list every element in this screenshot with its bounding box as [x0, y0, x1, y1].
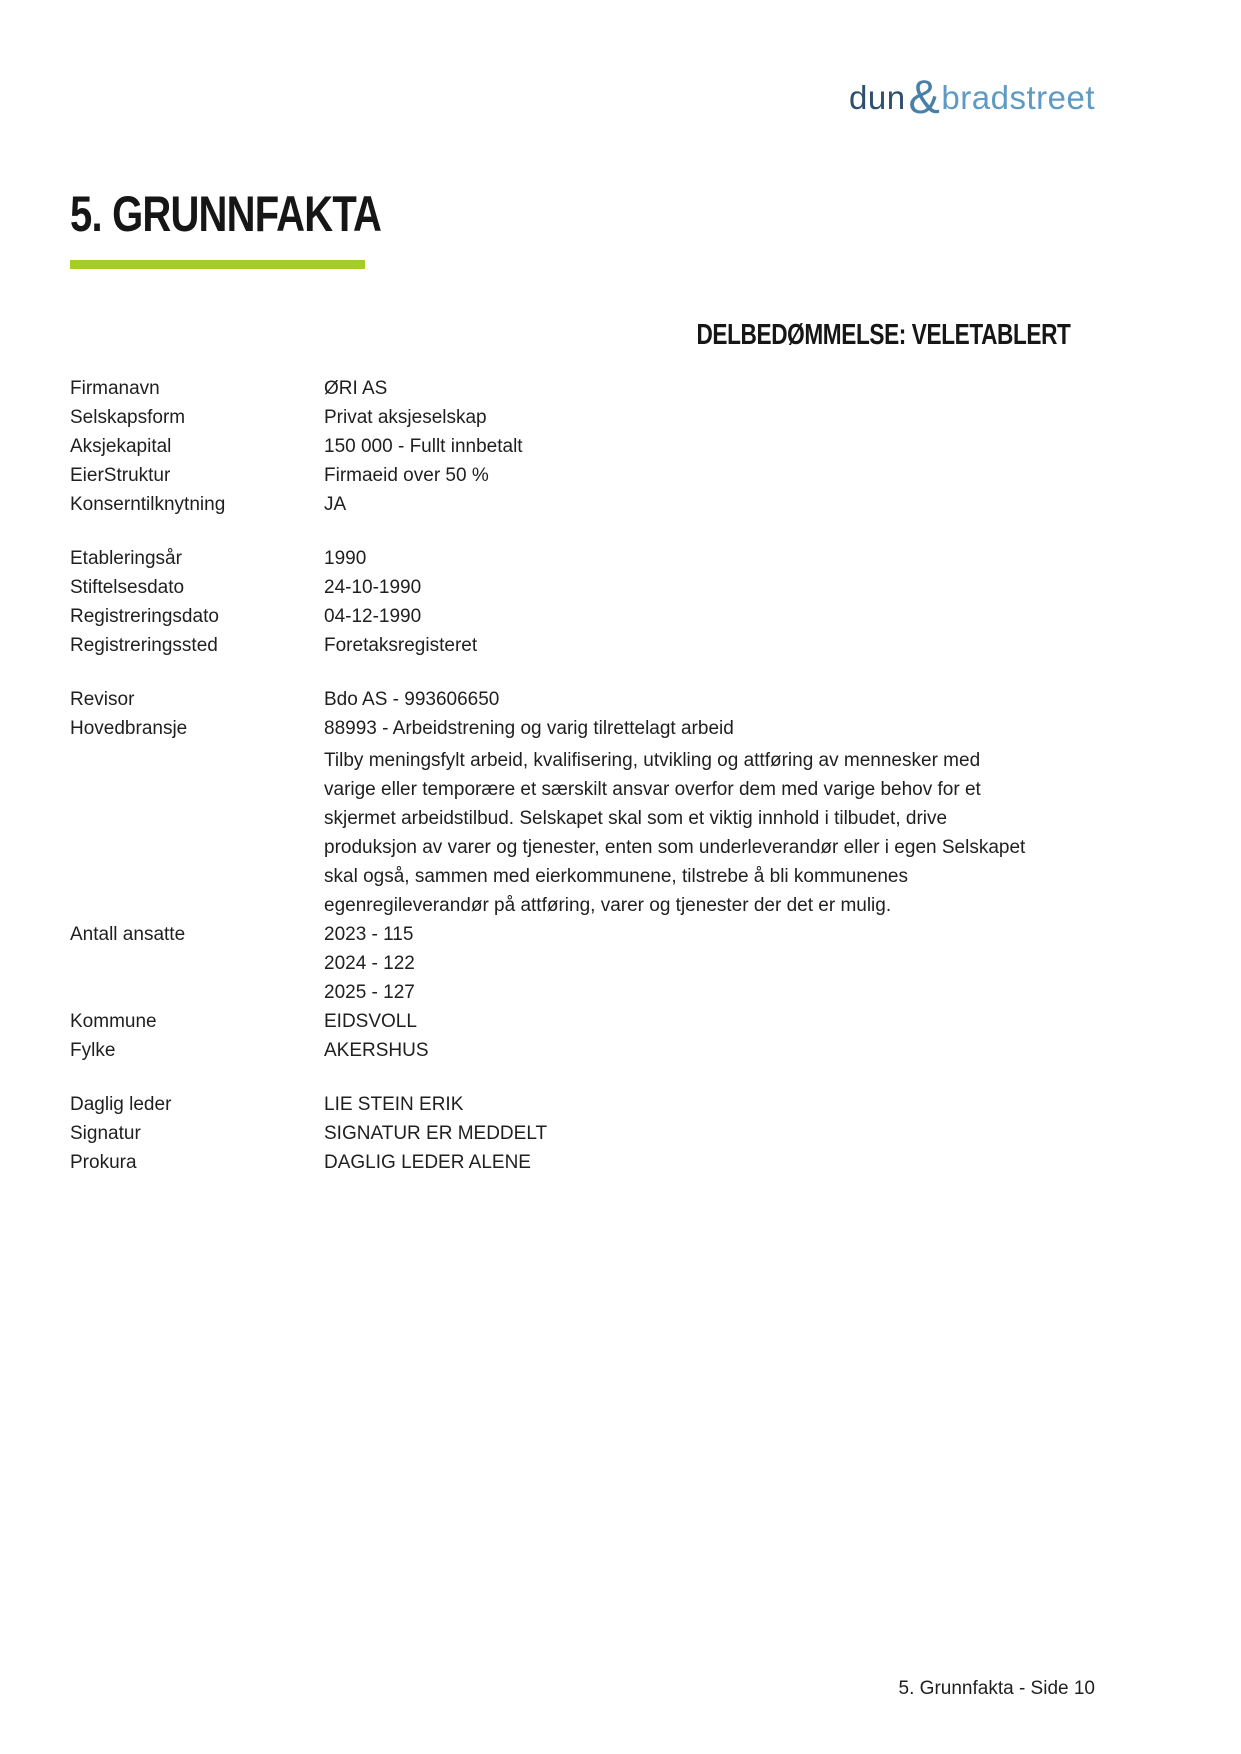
fact-value-line: JA — [324, 494, 347, 515]
fact-value-line: 150 000 - Fullt innbetalt — [324, 436, 523, 457]
fact-label: Konserntilknytning — [70, 494, 226, 515]
fact-value — [324, 544, 366, 573]
fact-group — [70, 544, 1181, 660]
logo-ampersand-icon: & — [908, 70, 941, 123]
fact-value-line: AKERSHUS — [324, 1040, 429, 1061]
fact-group — [70, 374, 1181, 519]
logo-text-bradstreet: bradstreet — [941, 79, 1095, 116]
fact-row — [70, 432, 1181, 461]
fact-row — [70, 403, 1181, 432]
fact-value-line: 24-10-1990 — [324, 577, 422, 598]
page-footer: 5. Grunnfakta - Side 10 — [898, 1678, 1095, 1699]
fact-label: Selskapsform — [70, 407, 186, 428]
fact-value — [324, 490, 346, 519]
fact-value — [324, 714, 734, 743]
fact-value-line: EIDSVOLL — [324, 1011, 417, 1032]
sub-rating-heading: DELBEDØMMELSE: VELETABLERT — [696, 319, 1070, 351]
fact-row — [70, 461, 1181, 490]
fact-group — [70, 685, 1181, 1065]
fact-row — [70, 602, 1181, 631]
fact-value-line: Privat aksjeselskap — [324, 407, 487, 428]
fact-value — [324, 403, 487, 432]
fact-value-line: 1990 — [324, 548, 367, 569]
facts-table — [70, 374, 1181, 1177]
fact-value — [324, 461, 489, 490]
fact-value-line: LIE STEIN ERIK — [324, 1094, 464, 1115]
fact-row — [70, 1036, 1181, 1065]
fact-value — [324, 1148, 531, 1177]
fact-value-line: ØRI AS — [324, 378, 388, 399]
fact-row — [70, 490, 1181, 519]
fact-value — [324, 685, 499, 714]
fact-value — [324, 1036, 429, 1065]
fact-row — [70, 746, 1181, 920]
fact-row — [70, 573, 1181, 602]
fact-value — [324, 602, 421, 631]
fact-value — [324, 573, 421, 602]
fact-label: Registreringsdato — [70, 606, 219, 627]
fact-row — [70, 714, 1181, 743]
fact-label: Aksjekapital — [70, 436, 172, 457]
dun-and-bradstreet-logo — [848, 70, 1095, 123]
fact-label: Signatur — [70, 1123, 141, 1144]
fact-row — [70, 374, 1181, 403]
accent-underline-bar — [70, 260, 365, 269]
fact-value — [324, 1007, 417, 1036]
fact-label: Kommune — [70, 1011, 157, 1032]
fact-value-line: Firmaeid over 50 % — [324, 465, 489, 486]
fact-value — [324, 432, 523, 461]
fact-value-line: 04-12-1990 — [324, 606, 422, 627]
fact-label: Hovedbransje — [70, 718, 188, 739]
fact-label: Stiftelsesdato — [70, 577, 185, 598]
fact-row — [70, 1007, 1181, 1036]
fact-row — [70, 1119, 1181, 1148]
industry-description — [324, 746, 1029, 920]
fact-value-line: SIGNATUR ER MEDDELT — [324, 1123, 548, 1144]
fact-value-line: Foretaksregisteret — [324, 635, 478, 656]
fact-value-line: 2023 - 115 — [324, 924, 414, 945]
fact-label: Firmanavn — [70, 378, 160, 399]
fact-row — [70, 544, 1181, 573]
fact-value — [324, 1119, 547, 1148]
fact-value — [324, 1090, 463, 1119]
fact-label: Fylke — [70, 1040, 116, 1061]
fact-group — [70, 1090, 1181, 1177]
industry-description-text: Tilby meningsfylt arbeid, kvalifisering, utvikling og attføring av mennesker med varige eller temporære et særskilt ansvar overfor dem med varige behov for et skjermet arbeidstilbud. Selskapet skal som et viktig innhold i tilbudet, drive produksjon av varer og tjenester, enten som underleverandør eller i egen Selskapet skal også, sammen med eierkommunene, tilstrebe å bli kommunenes egenregileverandør på attføring, varer og tjenester der det er mulig. — [324, 750, 1026, 916]
logo-text-dun: dun — [848, 79, 906, 116]
fact-label: Etableringsår — [70, 548, 182, 569]
fact-row — [70, 631, 1181, 660]
fact-row — [70, 920, 1181, 1007]
fact-row — [70, 685, 1181, 714]
fact-label: EierStruktur — [70, 465, 171, 486]
fact-label: Prokura — [70, 1152, 137, 1173]
fact-row — [70, 1090, 1181, 1119]
fact-value — [324, 920, 415, 1007]
fact-value-line: 2025 - 127 — [324, 982, 415, 1003]
fact-value-line: 2024 - 122 — [324, 953, 415, 974]
fact-value — [324, 631, 477, 660]
fact-value-line: Bdo AS - 993606650 — [324, 689, 500, 710]
fact-value-line: DAGLIG LEDER ALENE — [324, 1152, 531, 1173]
fact-label: Registreringssted — [70, 635, 218, 656]
fact-value-line: 88993 - Arbeidstrening og varig tilrettelagt arbeid — [324, 718, 734, 739]
section-title: 5. GRUNNFAKTA — [70, 186, 382, 242]
fact-label: Antall ansatte — [70, 924, 186, 945]
fact-label: Revisor — [70, 689, 135, 710]
fact-label: Daglig leder — [70, 1094, 172, 1115]
fact-row — [70, 1148, 1181, 1177]
fact-value — [324, 374, 387, 403]
